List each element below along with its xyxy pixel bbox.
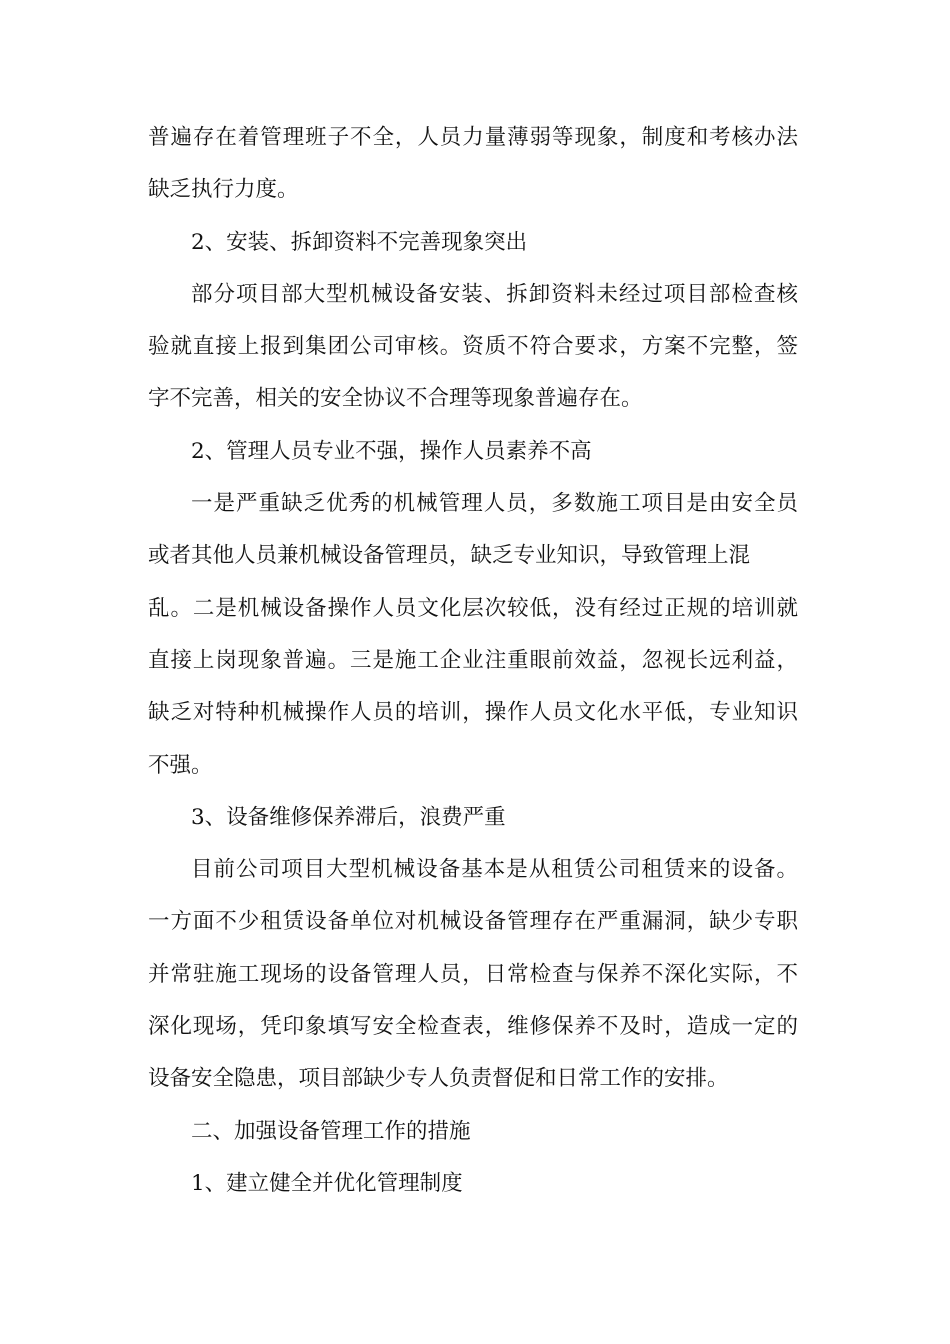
text-line: 或者其他人员兼机械设备管理员，缺乏专业知识，导致管理上混 bbox=[148, 543, 751, 569]
text-line: 2、安装、拆卸资料不完善现象突出 bbox=[191, 229, 528, 255]
text-line: 并常驻施工现场的设备管理人员，日常检查与保养不深化实际，不 bbox=[148, 961, 798, 987]
text-line: 乱。二是机械设备操作人员文化层次较低，没有经过正规的培训就 bbox=[148, 595, 798, 621]
text-line: 2、管理人员专业不强，操作人员素养不高 bbox=[191, 438, 592, 464]
text-line: 二、加强设备管理工作的措施 bbox=[191, 1118, 471, 1144]
text-line: 缺乏对特种机械操作人员的培训，操作人员文化水平低，专业知识 bbox=[148, 700, 798, 726]
text-line: 普遍存在着管理班子不全，人员力量薄弱等现象，制度和考核办法 bbox=[148, 125, 798, 150]
text-line: 部分项目部大型机械设备安装、拆卸资料未经过项目部检查核 bbox=[191, 281, 798, 307]
document-body bbox=[148, 112, 798, 1210]
text-line: 一是严重缺乏优秀的机械管理人员，多数施工项目是由安全员 bbox=[191, 491, 798, 517]
text-line: 不强。 bbox=[148, 752, 213, 778]
text-line: 字不完善，相关的安全协议不合理等现象普遍存在。 bbox=[148, 386, 643, 412]
text-line: 深化现场，凭印象填写安全检查表，维修保养不及时，造成一定的 bbox=[148, 1014, 798, 1040]
text-line: 验就直接上报到集团公司审核。资质不符合要求，方案不完整，签 bbox=[148, 334, 798, 360]
text-line: 一方面不少租赁设备单位对机械设备管理存在严重漏洞，缺少专职 bbox=[148, 909, 798, 935]
text-line: 3、设备维修保养滞后，浪费严重 bbox=[191, 804, 506, 830]
text-line: 缺乏执行力度。 bbox=[148, 177, 299, 203]
text-line: 设备安全隐患，项目部缺少专人负责督促和日常工作的安排。 bbox=[148, 1066, 729, 1092]
text-line: 直接上岗现象普遍。三是施工企业注重眼前效益，忽视长远利益， bbox=[148, 647, 798, 673]
text-line: 1、建立健全并优化管理制度 bbox=[191, 1170, 463, 1196]
text-line: 目前公司项目大型机械设备基本是从租赁公司租赁来的设备。 bbox=[191, 857, 798, 883]
